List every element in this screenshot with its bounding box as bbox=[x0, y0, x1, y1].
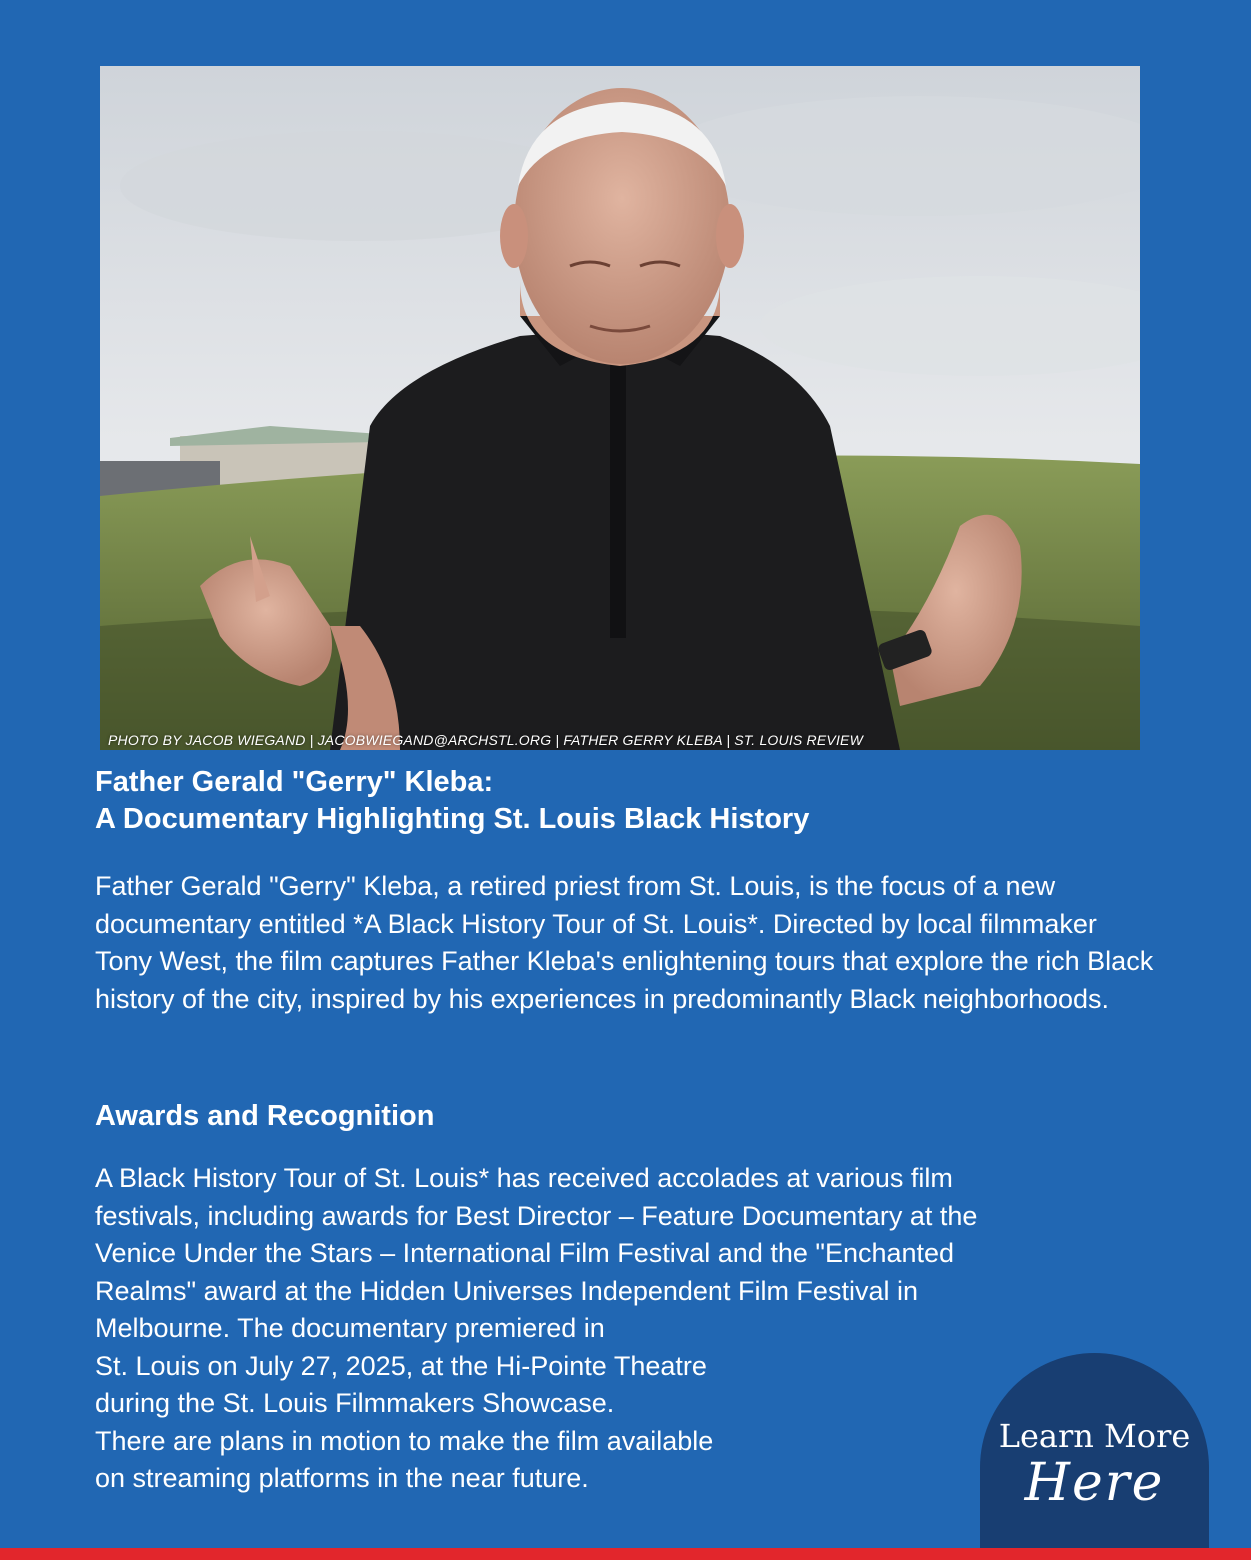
learn-more-button[interactable] bbox=[980, 1353, 1209, 1560]
article-title-line-1: Father Gerald "Gerry" Kleba: bbox=[95, 766, 494, 798]
awards-line: There are plans in motion to make the film available bbox=[95, 1425, 714, 1456]
awards-line: Venice Under the Stars – International Film Festival and the "Enchanted bbox=[95, 1238, 955, 1268]
awards-line: Melbourne. The documentary premiered in bbox=[95, 1313, 605, 1343]
learn-more-label: Learn More bbox=[998, 1417, 1191, 1455]
article-title-line-2: A Documentary Highlighting St. Louis Black History bbox=[95, 803, 810, 835]
awards-line: St. Louis on July 27, 2025, at the Hi-Pointe Theatre bbox=[95, 1350, 707, 1381]
article-title bbox=[95, 764, 1155, 838]
intro-paragraph: Father Gerald "Gerry" Kleba, a retired priest from St. Louis, is the focus of a new documentary entitled *A Black History Tour of St. Louis*. Directed by local filmmaker Tony West, the film captures Father Kleba's enlightening tours that explore the rich Black history of the city, inspired by his experiences in predominantly Black neighborhoods. bbox=[95, 871, 1154, 1014]
learn-more-here-label: Here bbox=[1024, 1453, 1165, 1513]
photo-credit: PHOTO BY JACOB WIEGAND | JACOBWIEGAND@ARCHSTL.ORG | FATHER GERRY KLEBA | ST. LOUIS REVIEW bbox=[108, 732, 863, 748]
photo-illustration bbox=[100, 66, 1140, 750]
awards-heading: Awards and Recognition bbox=[95, 1100, 435, 1132]
awards-line: Realms" award at the Hidden Universes Independent Film Festival in bbox=[95, 1275, 918, 1306]
awards-line: A Black History Tour of St. Louis* has received accolades at various film bbox=[95, 1163, 953, 1193]
bottom-accent-bar bbox=[0, 1548, 1251, 1560]
awards-line: during the St. Louis Filmmakers Showcase. bbox=[95, 1388, 615, 1418]
awards-line: on streaming platforms in the near future. bbox=[95, 1463, 589, 1493]
hero-photo bbox=[100, 66, 1140, 750]
awards-line: festivals, including awards for Best Director – Feature Documentary at the bbox=[95, 1200, 978, 1231]
